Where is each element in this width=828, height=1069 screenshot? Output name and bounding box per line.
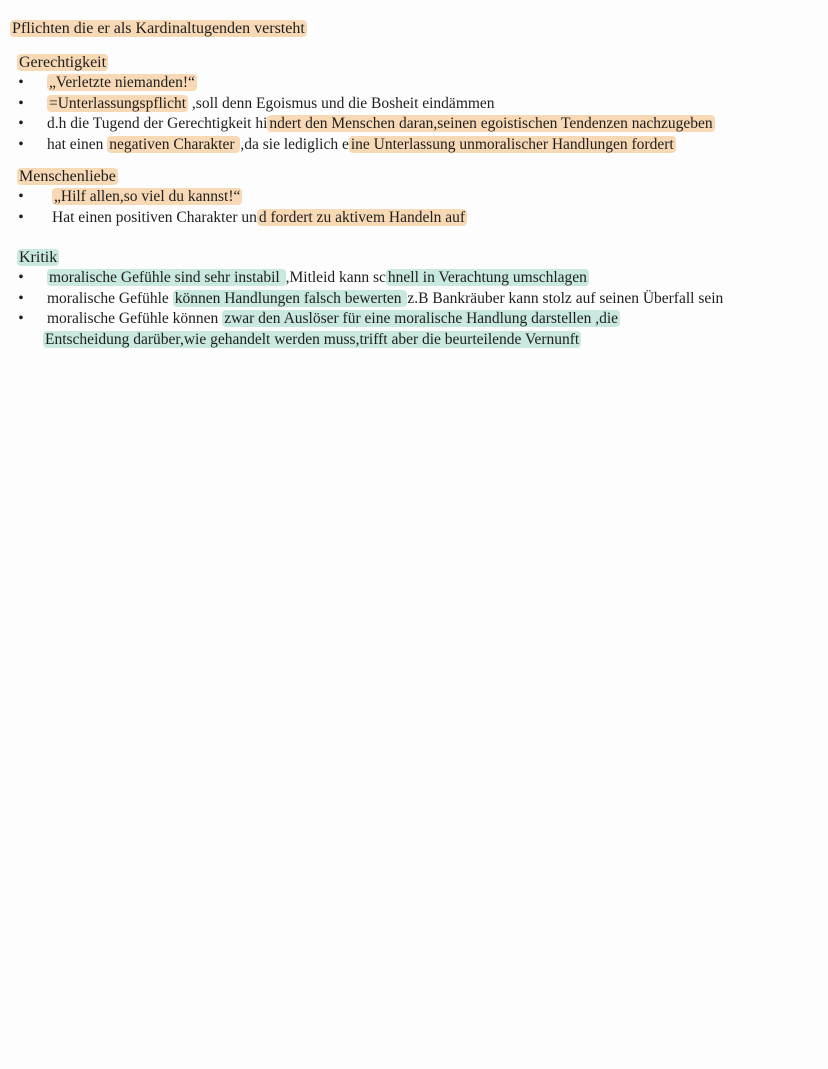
item-text-highlight: ine Unterlassung unmoralischer Handlungen fordert	[350, 135, 674, 153]
list-item	[0, 289, 828, 310]
bullet-icon: •	[18, 310, 24, 327]
item-wrap	[47, 289, 747, 310]
item-text: „Hilf allen,so viel du kannst!“	[54, 188, 241, 205]
item-text: Hat einen positiven Charakter un	[52, 208, 257, 226]
item-text: hat einen	[47, 135, 108, 153]
bullet-icon: •	[18, 115, 24, 132]
item-text-highlight: d fordert zu aktivem Handeln auf	[258, 208, 466, 226]
item-text-highlight: zwar den Auslöser für eine moralische Handlung darstellen ,die	[224, 310, 619, 327]
gerechtigkeit-list	[0, 73, 828, 155]
bullet-icon: •	[18, 135, 24, 153]
bullet-icon: •	[18, 208, 24, 226]
section-heading-text: Kritik	[19, 249, 58, 266]
page-title	[10, 18, 307, 40]
section-heading-menschenliebe	[17, 166, 118, 187]
bullet-icon: •	[18, 269, 24, 286]
list-item	[0, 268, 828, 289]
bullet-icon: •	[18, 74, 24, 91]
item-text-highlight: Entscheidung darüber,wie gehandelt werden muss,trifft aber die beurteilende Vernunft	[45, 330, 580, 348]
menschenliebe-list	[0, 187, 828, 228]
section-heading-gerechtigkeit	[17, 52, 108, 73]
item-text: moralische Gefühle können	[47, 310, 223, 327]
list-item	[0, 208, 828, 229]
list-item	[0, 309, 828, 350]
item-text: „Verletzte niemanden!“	[49, 74, 195, 91]
list-item	[0, 94, 828, 115]
bullet-icon: •	[18, 289, 24, 307]
item-text: d.h die Tugend der Gerechtigkeit hi	[47, 115, 268, 132]
bullet-icon: •	[18, 188, 24, 205]
item-text: moralische Gefühle	[47, 289, 173, 307]
item-text-highlight: ndert den Menschen daran,seinen egoistischen Tendenzen nachzugeben	[269, 115, 713, 132]
item-text-highlight: können Handlungen falsch bewerten	[174, 289, 406, 307]
item-text-highlight: moralische Gefühle sind sehr instabil	[49, 269, 284, 286]
bullet-icon: •	[18, 94, 24, 112]
section-heading-text: Gerechtigkeit	[19, 54, 107, 71]
item-text-highlight: hnell in Verachtung umschlagen	[387, 269, 587, 286]
list-item	[0, 73, 828, 94]
item-text: z.B Bankräuber kann stolz auf seinen Überfall sein	[407, 289, 724, 307]
list-item	[0, 187, 828, 208]
item-text-highlight: =Unterlassungspflicht	[49, 94, 187, 112]
item-text: ,soll denn Egoismus und die Bosheit eindämmen	[188, 94, 495, 112]
item-text-highlight: negativen Charakter	[109, 135, 239, 153]
kritik-list	[0, 268, 828, 350]
section-heading-kritik	[17, 247, 59, 268]
list-item	[0, 135, 828, 156]
item-text: ,Mitleid kann sc	[285, 269, 386, 286]
item-text: ,da sie lediglich e	[240, 135, 349, 153]
section-heading-text: Menschenliebe	[19, 168, 116, 185]
page-title-text: Pflichten die er als Kardinaltugenden versteht	[12, 20, 305, 37]
list-item	[0, 114, 828, 135]
